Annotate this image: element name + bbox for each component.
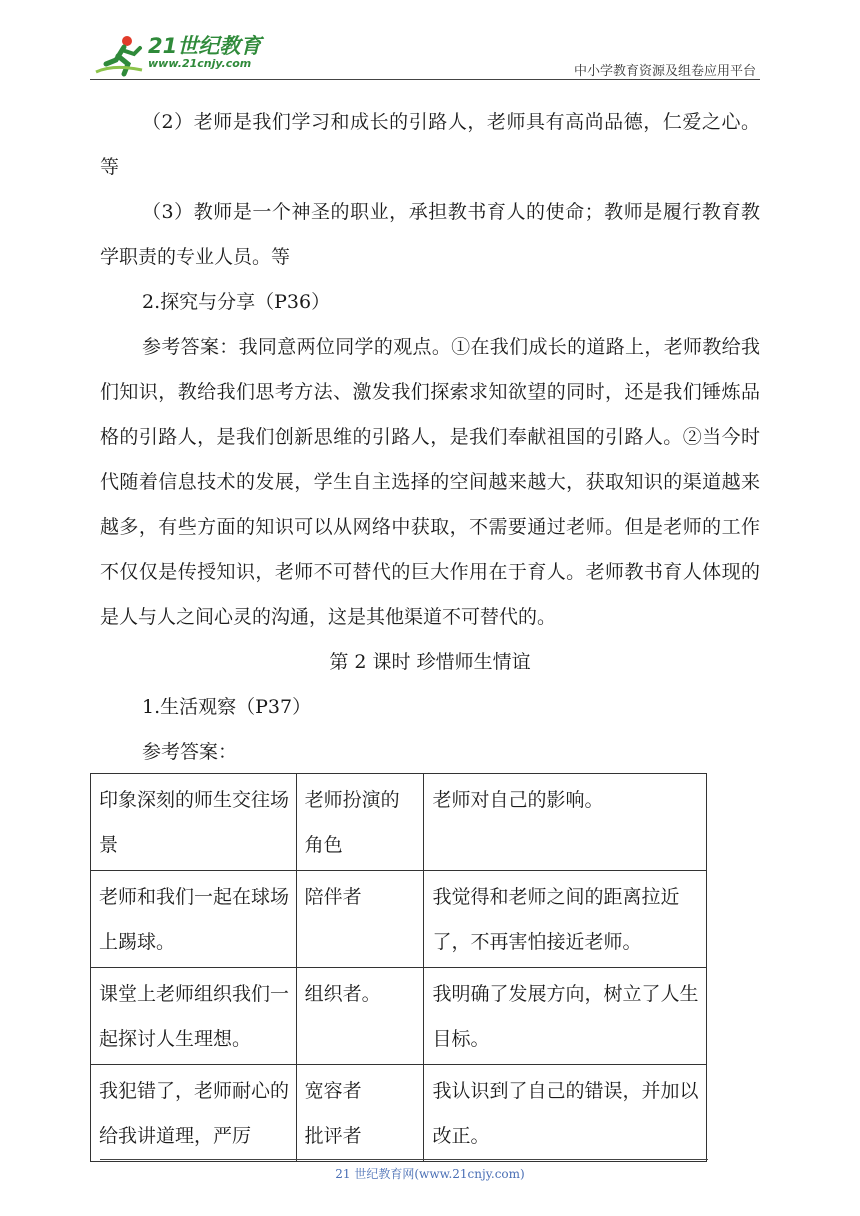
table-cell: 我犯错了，老师耐心的给我讲道理，严厉 xyxy=(91,1065,297,1162)
table-cell: 老师和我们一起在球场上踢球。 xyxy=(91,871,297,968)
table-cell: 陪伴者 xyxy=(296,871,424,968)
subheading-explore-share: 2.探究与分享（P36） xyxy=(142,291,331,313)
logo-url: www.21cnjy.com xyxy=(148,57,252,70)
teacher-student-table xyxy=(90,773,707,1162)
site-logo[interactable] xyxy=(94,34,261,78)
page-header xyxy=(90,30,760,80)
table-row xyxy=(91,871,707,968)
running-figure-logo-icon xyxy=(94,34,146,78)
paragraph-reference-answer: 参考答案：我同意两位同学的观点。①在我们成长的道路上，老师教给我们知识，教给我们思考方法、激发我们探索求知欲望的同时，还是我们锤炼品格的引路人，是我们创新思维的引路人，是我们奉献祖国的引路人。②当今时代随着信息技术的发展，学生自主选择的空间越来越大，获取知识的渠道越来越多，有些方面的知识可以从网络中获取，不需要通过老师。但是老师的工作不仅仅是传授知识，老师不可替代的巨大作用在于育人。老师教书育人体现的是人与人之间心灵的沟通，这是其他渠道不可替代的。 xyxy=(100,336,760,628)
paragraph-answer-2: （2）老师是我们学习和成长的引路人，老师具有高尚品德，仁爱之心。等 xyxy=(100,111,760,178)
table-cell: 我认识到了自己的错误，并加以改正。 xyxy=(424,1065,707,1162)
document-body xyxy=(100,100,760,775)
section-title: 第 2 课时 珍惜师生情谊 xyxy=(329,651,531,673)
platform-name: 中小学教育资源及组卷应用平台 xyxy=(573,64,756,79)
table-row xyxy=(91,968,707,1065)
table-cell: 印象深刻的师生交往场景 xyxy=(91,774,297,871)
table-cell: 我觉得和老师之间的距离拉近了，不再害怕接近老师。 xyxy=(424,871,707,968)
footer-link[interactable]: 21 世纪教育网(www.21cnjy.com) xyxy=(335,1167,525,1181)
table-cell: 课堂上老师组织我们一起探讨人生理想。 xyxy=(91,968,297,1065)
table-cell: 组织者。 xyxy=(296,968,424,1065)
table-cell: 我明确了发展方向，树立了人生目标。 xyxy=(424,968,707,1065)
header-divider xyxy=(90,79,760,80)
paragraph-answer-3: （3）教师是一个神圣的职业，承担教书育人的使命；教师是履行教育教学职责的专业人员。等 xyxy=(100,201,760,268)
table-row xyxy=(91,1065,707,1162)
table-cell: 宽容者 批评者 xyxy=(296,1065,424,1162)
table-header-row xyxy=(91,774,707,871)
logo-title: 21世纪教育 xyxy=(148,34,262,58)
reference-answer-label: 参考答案： xyxy=(142,741,238,763)
footer-divider xyxy=(100,1159,708,1160)
table-cell: 老师扮演的角色 xyxy=(296,774,424,871)
table-cell: 老师对自己的影响。 xyxy=(424,774,707,871)
subheading-life-observation: 1.生活观察（P37） xyxy=(142,696,312,718)
